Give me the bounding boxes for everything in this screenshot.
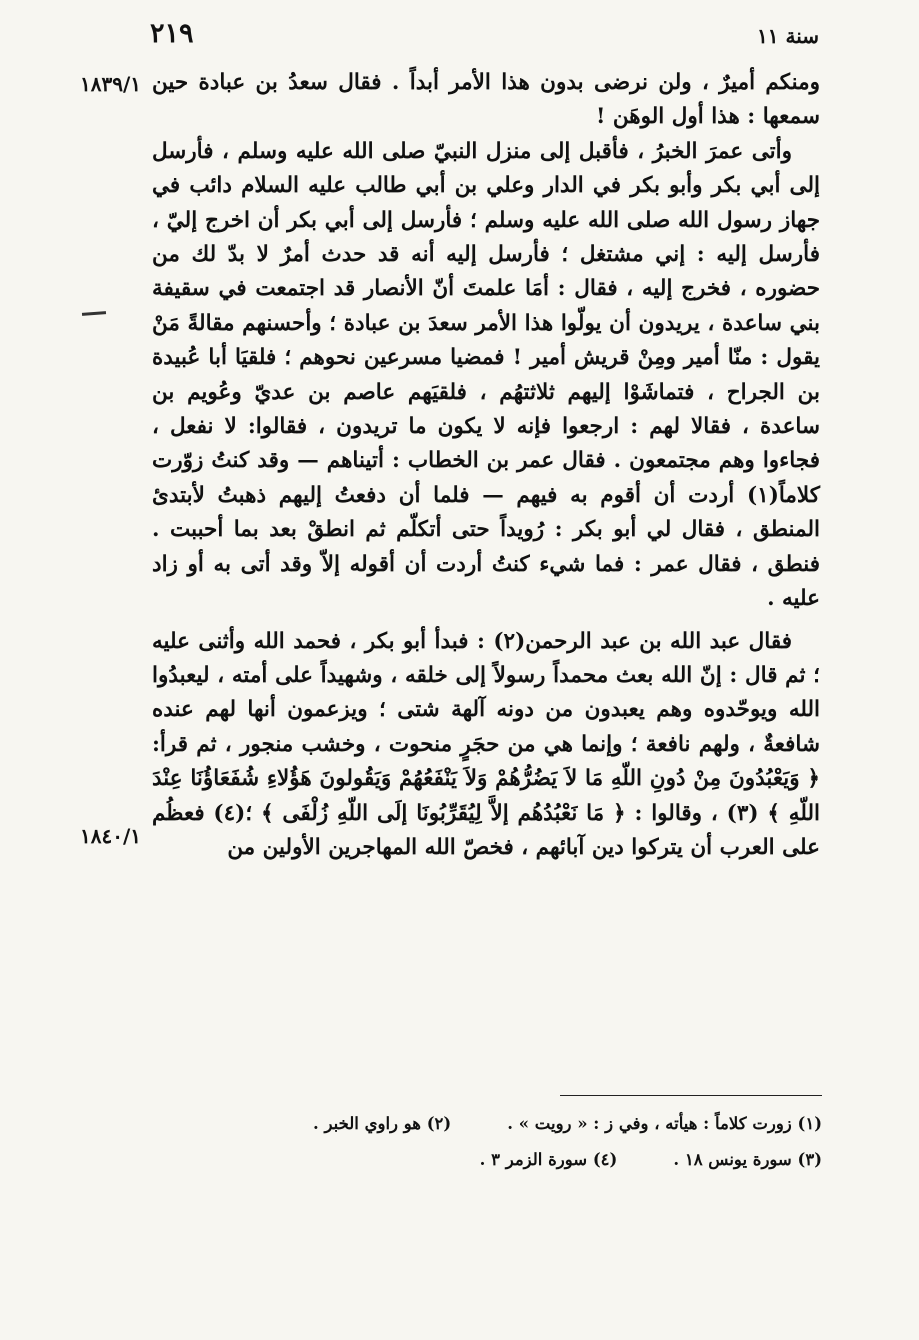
footnotes — [150, 1106, 822, 1178]
main-text — [152, 66, 820, 865]
paragraph-2: وأتى عمرَ الخبرُ ، فأقبل إلى منزل النبيّ صلى الله عليه وسلم ، فأرسل إلى أبي بكر وأبو بكر في الدار وعلي بن أبي طالب عليه السلام دائب في جهاز رسول الله صلى الله عليه وسلم ؛ فأرسل إلى أبي بكر أن اخرج إليّ ، فأرسل إليه : إني مشتغل ؛ فأرسل إليه أنه قد حدث أمرٌ لا بدّ لك من حضوره ، فخرج إليه ، فقال : أمَا علمتَ أنّ الأنصار قد اجتمعت في سقيفة بني ساعدة ، يريدون أن يولّوا هذا الأمر سعدَ بن عبادة ؛ وأحسنهم مقالةً مَنْ يقول : منّا أمير ومِنْ قريش أمير ! فمضيا مسرعين نحوهم ؛ فلقيَا أبا عُبيدة بن الجراح ، فتماشَوْا إليهم ثلاثتهُم ، فلقيَهم عاصم بن عديّ وعُويم بن ساعدة ، فقالا لهم : ارجعوا فإنه لا يكون ما تريدون ، فقالوا: لا نفعل ، فجاءوا وهم مجتمعون . فقال عمر بن الخطاب : أتيناهم — وقد كنتُ زوّرت كلاماً(١) أردت أن أقوم به فيهم — فلما أن دفعتُ إليهم ذهبتُ لأبتدئ المنطق ، فقال لي أبو بكر : رُويداً حتى أتكلّم ثم انطقْ بعد بما أحببت . فنطق ، فقال عمر : فما شيء كنتُ أردت أن أقوله إلاّ وقد أتى به أو زاد عليه . — [152, 138, 820, 612]
footnote-3: (٣) سورة يونس ١٨ . — [673, 1150, 822, 1169]
footnote-row-2 — [150, 1142, 822, 1178]
margin-pen-mark — [82, 311, 106, 316]
margin-note-2: ١٨٤٠/١ — [80, 824, 142, 848]
footnote-row-1 — [150, 1106, 822, 1142]
page-number: ٢١٩ — [150, 18, 194, 49]
paragraph-1: ومنكم أميرٌ ، ولن نرضى بدون هذا الأمر أبداً . فقال سعدُ بن عبادة حين سمعها : هذا أول الوهَن ! — [152, 70, 820, 130]
page-header — [150, 18, 819, 58]
footnote-divider — [560, 1095, 822, 1096]
footnote-1: (١) زورت كلاماً : هيأته ، وفي ز : « رويت » . — [507, 1114, 822, 1133]
footnote-4: (٤) سورة الزمر ٣ . — [479, 1150, 618, 1169]
margin-note-1: ١٨٣٩/١ — [80, 72, 142, 96]
paragraph-3: فقال عبد الله بن عبد الرحمن(٢) : فبدأ أبو بكر ، فحمد الله وأثنى عليه ؛ ثم قال : إنّ الله بعث محمداً رسولاً إلى خلقه ، وشهيداً على أمته ، ليعبدُوا الله ويوحّدوه وهم يعبدون من دونه آلهة شتى ؛ ويزعمون أنها لهم عنده شافعةٌ ، ولهم نافعة ؛ وإنما هي من حجَرٍ منحوت ، وخشب منجور ، ثم قرأ: ﴿ وَيَعْبُدُونَ مِنْ دُونِ اللّهِ مَا لاَ يَضُرُّهُمْ وَلاَ يَنْفَعُهُمْ وَيَقُولونَ هَؤُلاءِ شُفَعَاؤُنَا عِنْدَ اللّهِ ﴾ (٣) ، وقالوا : ﴿ مَا نَعْبُدُهُم إلاَّ لِيُقَرِّبُونَا إلَى اللّهِ زُلْفَى ﴾ ؛(٤) فعظُم على العرب أن يتركوا دين آبائهم ، فخصّ الله المهاجرين الأولين من — [152, 628, 820, 860]
running-head: سنة ١١ — [757, 24, 819, 48]
footnote-2: (٢) هو راوي الخبر . — [313, 1114, 452, 1133]
